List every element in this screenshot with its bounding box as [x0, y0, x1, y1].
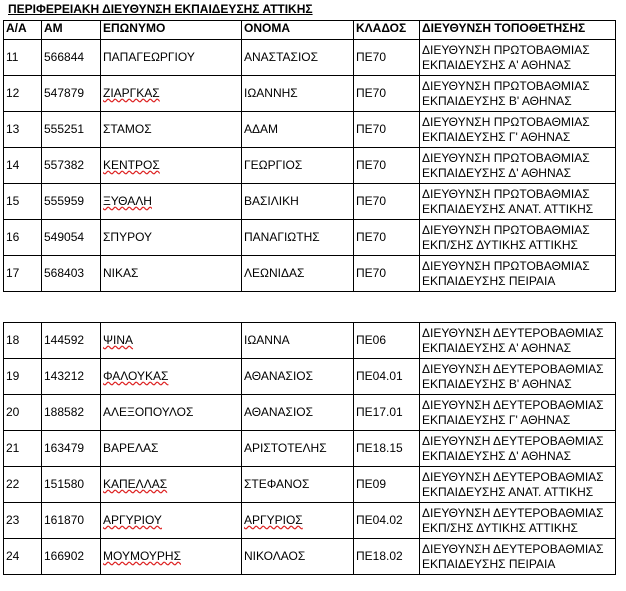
- cell-surname: ΖΙΑΡΓΚΑΣ: [101, 76, 242, 112]
- header-row: [4, 21, 616, 40]
- cell-branch: ΠΕ04.01: [354, 359, 420, 395]
- cell-surname: ΚΕΝΤΡΟΣ: [101, 148, 242, 184]
- cell-am: 166902: [42, 539, 101, 575]
- cell-name: ΑΘΑΝΑΣΙΟΣ: [242, 359, 354, 395]
- cell-aa: 16: [4, 220, 42, 256]
- cell-name: ΣΤΕΦΑΝΟΣ: [242, 467, 354, 503]
- table-row: [4, 467, 616, 503]
- cell-name: ΝΙΚΟΛΑΟΣ: [242, 539, 354, 575]
- cell-am: 566844: [42, 40, 101, 76]
- cell-location: [420, 323, 616, 359]
- location-line-2: ΕΚΠΑΙΔΕΥΣΗΣ Β' ΑΘΗΝΑΣ: [422, 93, 572, 108]
- location-line-1: ΔΙΕΥΘΥΝΣΗ ΔΕΥΤΕΡΟΒΑΘΜΙΑΣ: [422, 361, 604, 376]
- cell-name: ΒΑΣΙΛΙΚΗ: [242, 184, 354, 220]
- cell-location: [420, 359, 616, 395]
- table-row: [4, 220, 616, 256]
- cell-branch: ΠΕ18.02: [354, 539, 420, 575]
- cell-name: ΙΩΑΝΝΗΣ: [242, 76, 354, 112]
- location-line-1: ΔΙΕΥΘΥΝΣΗ ΠΡΩΤΟΒΑΘΜΙΑΣ: [422, 42, 590, 57]
- cell-surname: ΞΥΘΑΛΗ: [101, 184, 242, 220]
- table-row: [4, 503, 616, 539]
- cell-aa: 22: [4, 467, 42, 503]
- location-line-1: ΔΙΕΥΘΥΝΣΗ ΠΡΩΤΟΒΑΘΜΙΑΣ: [422, 186, 590, 201]
- cell-am: 555959: [42, 184, 101, 220]
- cell-am: 188582: [42, 395, 101, 431]
- cell-location: [420, 395, 616, 431]
- header-aa: Α/Α: [4, 21, 42, 40]
- table-row: [4, 395, 616, 431]
- cell-name: ΑΘΑΝΑΣΙΟΣ: [242, 395, 354, 431]
- cell-aa: 17: [4, 256, 42, 292]
- location-line-2: ΕΚΠΑΙΔΕΥΣΗΣ ΑΝΑΤ. ΑΤΤΙΚΗΣ: [422, 484, 594, 499]
- table-row: [4, 431, 616, 467]
- location-line-2: ΕΚΠΑΙΔΕΥΣΗΣ ΠΕΙΡΑΙΑ: [422, 556, 556, 571]
- header-name: ΟΝΟΜΑ: [242, 21, 354, 40]
- table-row: [4, 112, 616, 148]
- header-branch: ΚΛΑΔΟΣ: [354, 21, 420, 40]
- location-line-2: ΕΚΠΑΙΔΕΥΣΗΣ ΑΝΑΤ. ΑΤΤΙΚΗΣ: [422, 201, 594, 216]
- cell-surname: ΣΤΑΜΟΣ: [101, 112, 242, 148]
- location-line-2: ΕΚΠΑΙΔΕΥΣΗΣ Α' ΑΘΗΝΑΣ: [422, 57, 572, 72]
- cell-am: 568403: [42, 256, 101, 292]
- cell-aa: 14: [4, 148, 42, 184]
- header-am: ΑΜ: [42, 21, 101, 40]
- cell-branch: ΠΕ18.15: [354, 431, 420, 467]
- table-row: [4, 256, 616, 292]
- location-line-1: ΔΙΕΥΘΥΝΣΗ ΠΡΩΤΟΒΑΘΜΙΑΣ: [422, 114, 590, 129]
- cell-aa: 12: [4, 76, 42, 112]
- cell-location: [420, 256, 616, 292]
- table-row: [4, 148, 616, 184]
- secondary-education-table: [3, 322, 616, 575]
- cell-branch: ΠΕ70: [354, 148, 420, 184]
- location-line-2: ΕΚΠΑΙΔΕΥΣΗΣ Α' ΑΘΗΝΑΣ: [422, 340, 572, 355]
- cell-surname: ΦΑΛΟΥΚΑΣ: [101, 359, 242, 395]
- cell-location: [420, 148, 616, 184]
- location-line-1: ΔΙΕΥΘΥΝΣΗ ΠΡΩΤΟΒΑΘΜΙΑΣ: [422, 78, 590, 93]
- location-line-1: ΔΙΕΥΘΥΝΣΗ ΠΡΩΤΟΒΑΘΜΙΑΣ: [422, 258, 590, 273]
- location-line-2: ΕΚΠΑΙΔΕΥΣΗΣ ΠΕΙΡΑΙΑ: [422, 273, 556, 288]
- cell-surname: ΨΙΝΑ: [101, 323, 242, 359]
- cell-name: ΙΩΑΝΝΑ: [242, 323, 354, 359]
- location-line-1: ΔΙΕΥΘΥΝΣΗ ΔΕΥΤΕΡΟΒΑΘΜΙΑΣ: [422, 469, 604, 484]
- cell-surname: ΚΑΠΕΛΛΑΣ: [101, 467, 242, 503]
- location-line-1: ΔΙΕΥΘΥΝΣΗ ΔΕΥΤΕΡΟΒΑΘΜΙΑΣ: [422, 325, 604, 340]
- location-line-1: ΔΙΕΥΘΥΝΣΗ ΠΡΩΤΟΒΑΘΜΙΑΣ: [422, 222, 590, 237]
- cell-name: ΛΕΩΝΙΔΑΣ: [242, 256, 354, 292]
- cell-location: [420, 539, 616, 575]
- cell-location: [420, 112, 616, 148]
- location-line-1: ΔΙΕΥΘΥΝΣΗ ΠΡΩΤΟΒΑΘΜΙΑΣ: [422, 150, 590, 165]
- cell-location: [420, 40, 616, 76]
- cell-surname: ΣΠΥΡΟΥ: [101, 220, 242, 256]
- cell-am: 161870: [42, 503, 101, 539]
- primary-education-table: [3, 20, 616, 292]
- cell-branch: ΠΕ70: [354, 76, 420, 112]
- cell-branch: ΠΕ70: [354, 220, 420, 256]
- cell-surname: ΑΡΓΥΡΙΟΥ: [101, 503, 242, 539]
- table-row: [4, 184, 616, 220]
- cell-name: ΠΑΝΑΓΙΩΤΗΣ: [242, 220, 354, 256]
- page-title: ΠΕΡΙΦΕΡΕΙΑΚΗ ΔΙΕΥΘΥΝΣΗ ΕΚΠΑΙΔΕΥΣΗΣ ΑΤΤΙΚΗΣ: [8, 2, 313, 16]
- header-location: ΔΙΕΥΘΥΝΣΗ ΤΟΠΟΘΕΤΗΣΗΣ: [420, 21, 616, 40]
- cell-aa: 19: [4, 359, 42, 395]
- cell-aa: 11: [4, 40, 42, 76]
- location-line-1: ΔΙΕΥΘΥΝΣΗ ΔΕΥΤΕΡΟΒΑΘΜΙΑΣ: [422, 541, 604, 556]
- cell-branch: ΠΕ70: [354, 184, 420, 220]
- cell-branch: ΠΕ70: [354, 256, 420, 292]
- cell-branch: ΠΕ70: [354, 112, 420, 148]
- cell-location: [420, 431, 616, 467]
- cell-aa: 18: [4, 323, 42, 359]
- table-row: [4, 76, 616, 112]
- cell-location: [420, 503, 616, 539]
- location-line-2: ΕΚΠΑΙΔΕΥΣΗΣ Δ' ΑΘΗΝΑΣ: [422, 165, 572, 180]
- cell-am: 547879: [42, 76, 101, 112]
- location-line-2: ΕΚΠΑΙΔΕΥΣΗΣ Δ' ΑΘΗΝΑΣ: [422, 448, 572, 463]
- cell-branch: ΠΕ17.01: [354, 395, 420, 431]
- header-surname: ΕΠΩΝΥΜΟ: [101, 21, 242, 40]
- cell-branch: ΠΕ09: [354, 467, 420, 503]
- cell-am: 549054: [42, 220, 101, 256]
- cell-name: ΑΔΑΜ: [242, 112, 354, 148]
- cell-branch: ΠΕ70: [354, 40, 420, 76]
- location-line-2: ΕΚΠ/ΣΗΣ ΔΥΤΙΚΗΣ ΑΤΤΙΚΗΣ: [422, 237, 578, 252]
- cell-location: [420, 76, 616, 112]
- location-line-2: ΕΚΠΑΙΔΕΥΣΗΣ Γ' ΑΘΗΝΑΣ: [422, 412, 571, 427]
- cell-aa: 20: [4, 395, 42, 431]
- cell-am: 144592: [42, 323, 101, 359]
- cell-name: ΓΕΩΡΓΙΟΣ: [242, 148, 354, 184]
- cell-location: [420, 184, 616, 220]
- cell-aa: 21: [4, 431, 42, 467]
- cell-aa: 24: [4, 539, 42, 575]
- cell-aa: 23: [4, 503, 42, 539]
- cell-surname: ΑΛΕΞΟΠΟΥΛΟΣ: [101, 395, 242, 431]
- cell-am: 143212: [42, 359, 101, 395]
- cell-name: ΑΝΑΣΤΑΣΙΟΣ: [242, 40, 354, 76]
- cell-name: ΑΡΓΥΡΙΟΣ: [242, 503, 354, 539]
- table-row: [4, 359, 616, 395]
- location-line-1: ΔΙΕΥΘΥΝΣΗ ΔΕΥΤΕΡΟΒΑΘΜΙΑΣ: [422, 397, 604, 412]
- cell-location: [420, 220, 616, 256]
- location-line-2: ΕΚΠΑΙΔΕΥΣΗΣ Β' ΑΘΗΝΑΣ: [422, 376, 572, 391]
- cell-surname: ΜΟΥΜΟΥΡΗΣ: [101, 539, 242, 575]
- cell-aa: 15: [4, 184, 42, 220]
- location-line-2: ΕΚΠΑΙΔΕΥΣΗΣ Γ' ΑΘΗΝΑΣ: [422, 129, 571, 144]
- cell-surname: ΠΑΠΑΓΕΩΡΓΙΟΥ: [101, 40, 242, 76]
- cell-am: 555251: [42, 112, 101, 148]
- cell-surname: ΒΑΡΕΛΑΣ: [101, 431, 242, 467]
- cell-am: 557382: [42, 148, 101, 184]
- location-line-1: ΔΙΕΥΘΥΝΣΗ ΔΕΥΤΕΡΟΒΑΘΜΙΑΣ: [422, 505, 604, 520]
- location-line-1: ΔΙΕΥΘΥΝΣΗ ΔΕΥΤΕΡΟΒΑΘΜΙΑΣ: [422, 433, 604, 448]
- cell-branch: ΠΕ04.02: [354, 503, 420, 539]
- cell-branch: ΠΕ06: [354, 323, 420, 359]
- cell-am: 163479: [42, 431, 101, 467]
- cell-location: [420, 467, 616, 503]
- cell-am: 151580: [42, 467, 101, 503]
- cell-name: ΑΡΙΣΤΟΤΕΛΗΣ: [242, 431, 354, 467]
- cell-aa: 13: [4, 112, 42, 148]
- table-row: [4, 40, 616, 76]
- table-row: [4, 323, 616, 359]
- table-row: [4, 539, 616, 575]
- cell-surname: ΝΙΚΑΣ: [101, 256, 242, 292]
- location-line-2: ΕΚΠ/ΣΗΣ ΔΥΤΙΚΗΣ ΑΤΤΙΚΗΣ: [422, 520, 578, 535]
